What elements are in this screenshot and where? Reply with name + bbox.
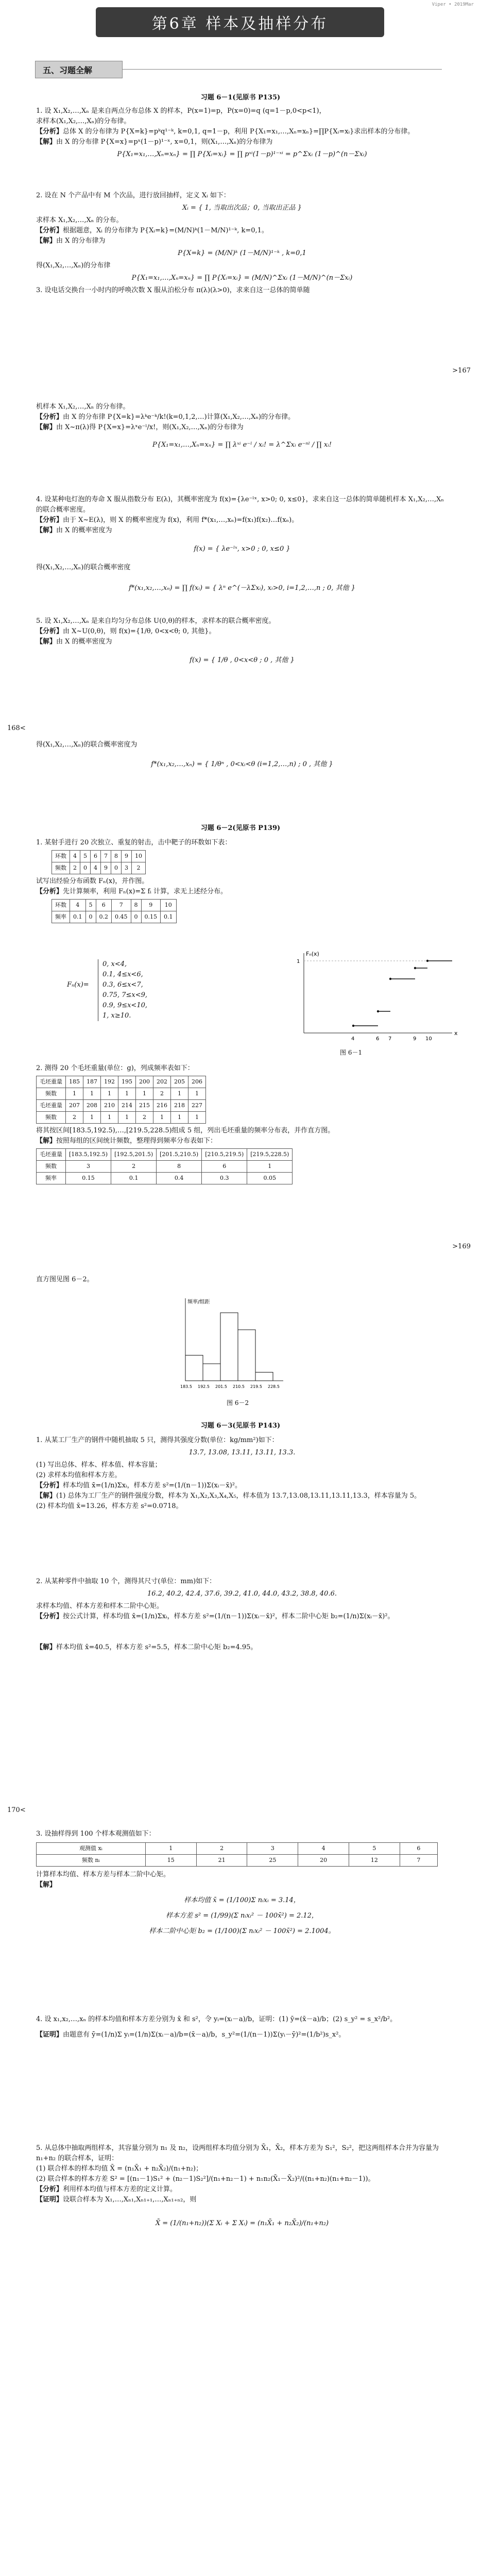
table-header-cell: [192.5,201.5) (111, 1149, 157, 1161)
table-cell: 2 (132, 862, 146, 874)
table-cell: 0.1 (70, 911, 86, 923)
table-cell: 1 (118, 1112, 136, 1124)
table-header-cell: 205 (171, 1076, 188, 1088)
table-cell: 0 (85, 911, 96, 923)
ex1-q2b: 求样本 X₁,X₂,…,Xₙ 的分布。 (36, 216, 123, 224)
ex1-eq7: f(x) = { 1/θ , 0<x<θ ; 0 , 其他 } (190, 656, 295, 664)
x-tick-label: 210.5 (233, 1384, 245, 1389)
x-axis-label: x (454, 1030, 458, 1037)
ex1-eq3: P{X₁=x₁,…,Xₙ=xₙ} = ∏ P{Xᵢ=xᵢ} = (M/N)^Σxᵢ (1－M/N)^(n－Σxᵢ) (131, 274, 353, 282)
grouped-frequency-table (36, 1148, 293, 1184)
table-cell: 2 (66, 1112, 83, 1124)
table-cell: 1 (171, 1088, 188, 1100)
table-cell: 25 (247, 1855, 298, 1867)
ex3-problem-3 (36, 1829, 448, 1942)
page: Viper • 2019Mar 第6章 样本及抽样分布 五、习题全解 习题 6－1(见原书 P135) 1. 设 X₁,X₂,…,Xₙ 是来自两点分布总体 X 的样本，P(x=1)=p，P(x=0)=q (q=1－p,0<p<1)， 求样本(X₁,X₂,…,Xₙ)的分布律。 【分析】总体 X 的分布律为 P{X=k}=pᵏq¹⁻ᵏ, k=0,1, q=1－p，利用 P{X₁=x₁,…,Xₙ=xₙ}=∏P{Xᵢ=xᵢ}求出样本的分布律。 【解】由 X 的分布律 P{X=x}=pˣ(1－p)¹⁻ˣ, x=0,1，则(X₁,…,Xₙ)的分布律为 P{X₁=x₁,…,Xₙ=xₙ} = ∏ P{Xᵢ=xᵢ} = ∏ pˣⁱ(1－p)¹⁻ˣⁱ = p^Σxᵢ (1－p)^(n－Σxᵢ) 2. 设在 N 个产品中有 M 个次品，进行放回抽样，定义 Xᵢ 如下： Xᵢ = { 1, 当取出次品；0, 当取出正品 } 求样本 X₁,X₂,…,Xₙ 的分布。 【分析】根据题意，Xᵢ 的分布律为 P{Xᵢ=k}=(M/N)ᵏ(1－M/N)¹⁻ᵏ, k=0,1。 【解】由 X 的分布律为 P{X=k} = (M/N)ᵏ (1－M/N)¹⁻ᵏ , k=0,1 得(X₁,X₂,…,Xₙ)的分布律 P{X₁=x₁,…,Xₙ=xₙ} = ∏ P{Xᵢ=xᵢ} = (M/N)^Σxᵢ (1－M/N)^(n－Σxᵢ) 3. 设电话交换台一小时内的呼唤次数 X 服从泊松分布 π(λ)(λ>0)，求来自这一总体的简单随 >167 机样本 X₁,X₂,…,Xₙ 的分布律。 【分析】由 X 的分布律 P{X=k}=λᵏe⁻ᵏ/k!(k=0,1,2,…)计算(X₁,X₂,…,Xₙ)的分布律。 【解】由 X~π(λ)得 P{X=x}=λˣe⁻ˡ/x!，则(X₁,X₂,…,Xₙ)的分布律为 P{X₁=x₁,…,Xₙ=xₙ} = ∏ λˣⁱ e⁻ˡ / xᵢ! = λ^Σxᵢ e⁻ⁿˡ / ∏ xᵢ! 4. 设某种电灯泡的寿命 X 服从指数分布 E(λ)，其概率密度为 f(x)={λe⁻ˡˣ, x>0; 0, x≤0}，求来自这一总体的简单随机样本 X₁,X₂,…,Xₙ 的联合概率密度。 【分析】由于 X~E(λ)，则 X 的概率密度为 f(x)，利用 f*(x₁,…,xₙ)=f(x₁)f(x₂)…f(xₙ)。 【解】由 X 的概率密度为 f(x) = { λe⁻ˡˣ, x>0 ; 0, x≤0 } 得(X₁,X₂,…,Xₙ)的联合概率密度 f*(x₁,x₂,…,xₙ) = ∏ f(xᵢ) = { λⁿ e^(－λΣxᵢ), xᵢ>0, i=1,2,…,n ; 0, 其他 } 5. 设 X₁,X₂,…,Xₙ 是来自均匀分布总体 U(0,θ)的样本，求样本的联合概率密度。 【分析】由 X~U(0,θ)，则 f(x)={1/θ, 0<x<θ; 0, 其他}。 【解】由 X 的概率密度为 f(x) = { 1/θ , 0<x<θ ; 0 , 其他 } 168< 得(X₁,X₂,…,Xₙ)的联合概率密度为 f*(x₁,x₂,…,xₙ) = { 1/θⁿ , 0<xᵢ<θ (i=1,2,…,n) ; 0 , 其他 } 习题 6－2(见原书 P139) 1. 某射手进行 20 次独立、重复的射击，击中靶子的环数如下表： 环数 4 5 6 7 8 9 10 频数 2 0 4 9 0 3 2 试写出经验分布函数 Fₙ(x)，并作图。 【分析】先计算频率，利用 Fₙ(x)=Σ fᵢ 计算，求无上述经分布。 环数 4 5 6 7 8 9 10 频率 0.1 0 0.2 0.45 0 0.15 0.1 Fₙ(x)= 0, x<4, 0.1, 4≤x<6, 0.3, 6≤x<7, 0.75, 7≤x<9, 0.9, 9≤x<10, 1, x≥10. x Fₙ(x) 1 4 6 7 9 10 图 6－1 2. 测得 20 个毛坯重量(单位：g)，列成频率表如下： 毛坯重量 185 187 192 195 200 202 205 206 频数 1 1 1 1 1 2 1 1 毛坯重量 207 208 210 214 215 216 218 227 频数 2 1 1 1 2 1 1 1 将其按区间[183.5,192.5),…,[219.5,228.5)组成 5 组，列出毛坯重量的频率分布表，并作直方图。 【解】按照每组的区间统计频数，整理得到频率分布表如下： 毛坯重量 [183.5,192.5) [192.5,201.5) [201.5,210.5) [210.5,219.5) [219.5,228.5) 频数 3 2 8 6 1 频率 0.15 0.1 0.4 0.3 0.05 >169 直方图见图 6－2。 频率/组距 183.5 192.5 201.5 210.5 219.5 228.5 图 6－2 习题 6－3(见原书 P143) 1. 从某工厂生产的钢件中随机抽取 5 只，测得其强度分数(单位：kg/mm²)如下： 13.7, 13.08, 13.11, 13.11, 13.3. (1) 写出总体、样本、样本值、样本容量； (2) 求样本均值和样本方差。 【分析】样本均值 x̄=(1/n)Σxᵢ，样本方差 s²=(1/(n－1))Σ(xᵢ－x̄)²。 【解】(1) 总体为工厂生产的钢件强度分数，样本为 X₁,X₂,X₃,X₄,X₅，样本值为 13.7,13.08,13.11,13.11,13.3，样本容量为 5。 (2) 样本均值 x̄=13.26，样本方差 s²=0.0718。 2. 从某种零件中抽取 10 个，测得其尺寸(单位：mm)如下： 16.2, 40.2, 42.4, 37.6, 39.2, 41.0, 44.0, 43.2, 38.8, 40.6. 求样本均值、样本方差和样本二阶中心矩。 【分析】按公式计算，样本均值 x̄=(1/n)Σxᵢ，样本方差 s²=(1/(n－1))Σ(xᵢ－x̄)²，样本二阶中心矩 b₂=(1/n)Σ(xᵢ－x̄)²。 【解】样本均值 x̄=40.5，样本方差 s²=5.5，样本二阶中心矩 b₂=4.95。 170< 3. 设抽样得到 100 个样本观测值如下： 观测值 xᵢ 1 2 3 4 5 6 频数 nᵢ 15 21 25 20 12 7 计算样本均值、样本方差与样本二阶中心矩。 【解】 样本均值 x̄ = (1/100)Σ nᵢxᵢ = 3.14， 样本方差 s² = (1/99)(Σ nᵢxᵢ² － 100x̄²) = 2.12， 样本二阶中心矩 b₂ = (1/100)(Σ nᵢxᵢ² － 100x̄²) = 2.1004。 4. 设 x₁,x₂,…,xₙ 的样本均值和样本方差分别为 x̄ 和 s²，令 yᵢ=(xᵢ－a)/b，证明：(1) ȳ=(x̄－a)/b；(2) s_y² = s_x²/b²。 【证明】由题意有 ȳ=(1/n)Σ yᵢ=(1/n)Σ(xᵢ－a)/b=(x̄－a)/b，s_y²=(1/(n－1))Σ(yᵢ－ȳ)²=(1/b²)s_x²。 5. 从总体中抽取两组样本，其容量分别为 n₁ 及 n₂，设两组样本均值分别为 X̄₁，X̄₂，样本方差为 S₁²，S₂²，把这两组样本合并为容量为 n₁+n₂ 的联合样本，证明： (1) 联合样本的样本均值 X̄ = (n₁X̄₁ + n₂X̄₂)/(n₁+n₂)； (2) 联合样本的样本方差 S² = [(n₁－1)S₁² + (n₂－1)S₂²]/(n₁+n₂－1) + n₁n₂(X̄₁－X̄₂)²/((n₁+n₂)(n₁+n₂－1))。 【分析】利用样本均值与样本方差的定义计算。 【证明】设联合样本为 X₁,…,Xₙ₁,Xₙ₁₊₁,…,Xₙ₁₊ₙ₂，则 X̄ = (1/(n₁+n₂))(Σ Xᵢ + Σ Xᵢ) = (n₁X̄₁ + n₂X̄₂)/(n₁+n₂) (0, 0, 481, 2576)
figure-6-2-caption: 图 6－2 (227, 1399, 249, 1406)
ex1-a3-label: 【分析】 (36, 413, 63, 421)
table-header-cell: 207 (66, 1100, 83, 1112)
table-cell: 7 (400, 1855, 437, 1867)
ex1-a5: 由 X~U(0,θ)，则 f(x)={1/θ, 0<x<θ; 0, 其他}。 (63, 628, 216, 635)
ex1-q3: 3. 设电话交换台一小时内的呼唤次数 X 服从泊松分布 π(λ)(λ>0)，求来自这一总体的简单随 (36, 286, 310, 294)
ex1-s5: 由 X 的概率密度为 (56, 638, 112, 646)
fn-case: 0.1, 4≤x<6, (102, 971, 143, 978)
table-cell: 4 (91, 862, 101, 874)
table-cell: 9 (101, 862, 111, 874)
ex3-q5: 5. 从总体中抽取两组样本，其容量分别为 n₁ 及 n₂，设两组样本均值分别为 X̄₁，X̄₂，样本方差为 S₁²，S₂²，把这两组样本合并为容量为 n₁+n₂ 的联合样本，证明： (36, 2144, 439, 2162)
table-cell: 0.1 (161, 911, 177, 923)
observation-table (36, 1842, 438, 1867)
table-cell: 0.4 (157, 1173, 202, 1184)
table-cell: 21 (196, 1855, 247, 1867)
table-header-cell: 206 (188, 1076, 206, 1088)
ex2-hist-intro: 直方图见图 6－2。 (36, 1276, 94, 1283)
table-cell: 0.2 (96, 911, 112, 923)
ex3-problem-5 (36, 2143, 448, 2242)
histogram-bar (255, 1372, 273, 1381)
table-header-cell: 观测值 xᵢ (37, 1843, 146, 1855)
ex1-a3: 由 X 的分布律 P{X=k}=λᵏe⁻ᵏ/k!(k=0,1,2,…)计算(X₁,X₂,…,Xₙ)的分布律。 (63, 413, 295, 421)
table-cell: 频数 (37, 1112, 66, 1124)
table-cell: 3 (66, 1161, 111, 1173)
histogram-bar (238, 1330, 255, 1381)
table-header-cell: [219.5,228.5) (247, 1149, 293, 1161)
table-cell: 0.05 (247, 1173, 293, 1184)
ex3-s1b: (2) 样本均值 x̄=13.26，样本方差 s²=0.0718。 (36, 1502, 183, 1510)
x-tick-label: 6 (376, 1036, 380, 1042)
weight-table-1 (36, 1076, 206, 1124)
x-tick-label: 10 (425, 1036, 432, 1042)
table-cell: 1 (247, 1161, 293, 1173)
exercise-6-3-title: 习题 6－3(见原书 P143) (200, 1422, 281, 1430)
ex1-q1: 1. 设 X₁,X₂,…,Xₙ 是来自两点分布总体 X 的样本，P(x=1)=p，P(x=0)=q (q=1－p,0<p<1)， (36, 107, 326, 115)
figure-6-1-chart (288, 948, 458, 1046)
table-header-cell: 4 (70, 851, 80, 862)
ex3-s1-label: 【解】 (36, 1492, 57, 1500)
table-cell: 0.15 (141, 911, 161, 923)
ex1-s4b: 得(X₁,X₂,…,Xₙ)的联合概率密度 (36, 564, 131, 571)
table-header-cell: 192 (101, 1076, 118, 1088)
table-header-cell: 1 (145, 1843, 196, 1855)
ex1-a4-label: 【分析】 (36, 516, 63, 524)
table-header-cell: 202 (153, 1076, 171, 1088)
ex3-a1: 样本均值 x̄=(1/n)Σxᵢ，样本方差 s²=(1/(n－1))Σ(xᵢ－x̄)²。 (63, 1482, 242, 1489)
table-cell: 1 (66, 1088, 83, 1100)
ex1-q3b: 机样本 X₁,X₂,…,Xₙ 的分布律。 (36, 403, 130, 411)
table-header-cell: 环数 (52, 900, 70, 911)
table-header-cell: 218 (171, 1100, 188, 1112)
table-header-cell: 6 (91, 851, 101, 862)
ex1-s4: 由 X 的概率密度为 (56, 527, 112, 534)
table-cell: 20 (298, 1855, 349, 1867)
ex3-a2-label: 【分析】 (36, 1613, 63, 1620)
table-header-cell: 8 (111, 851, 122, 862)
table-header-cell: 185 (66, 1076, 83, 1088)
exercise-6-1-title: 习题 6－1(见原书 P135) (200, 94, 281, 101)
y-axis-label: 频率/组距 (187, 1299, 210, 1305)
ex3-s2: 样本均值 x̄=40.5，样本方差 s²=5.5，样本二阶中心矩 b₂=4.95。 (56, 1643, 257, 1651)
ex1-s2-label: 【解】 (36, 237, 57, 245)
table-header-cell: [183.5,192.5) (66, 1149, 111, 1161)
step-point (389, 978, 391, 980)
table-cell: 1 (101, 1112, 118, 1124)
ex2-a1-label: 【分析】 (36, 888, 63, 895)
ex1-a2: 根据题意，Xᵢ 的分布律为 P{Xᵢ=k}=(M/N)ᵏ(1－M/N)¹⁻ᵏ, k=0,1。 (63, 227, 268, 234)
ex3-q5item: (2) 联合样本的样本方差 S² = [(n₁－1)S₁² + (n₂－1)S₂²]/(n₁+n₂－1) + n₁n₂(X̄₁－X̄₂)²/((n₁+n₂)(n₁+n₂－1))。 (36, 2175, 375, 2183)
ex1-eq6: f*(x₁,x₂,…,xₙ) = ∏ f(xᵢ) = { λⁿ e^(－λΣxᵢ), xᵢ>0, i=1,2,…,n ; 0, 其他 } (129, 584, 355, 592)
ex1-q2eq: Xᵢ = { 1, 当取出次品；0, 当取出正品 } (182, 204, 302, 212)
table-cell: 频数 (52, 862, 70, 874)
ex3-q2data: 16.2, 40.2, 42.4, 37.6, 39.2, 41.0, 44.0, 43.2, 38.8, 40.6. (147, 1590, 337, 1598)
table-header-cell: 227 (188, 1100, 206, 1112)
table-cell: 1 (136, 1088, 153, 1100)
ex1-s2: 由 X 的分布律为 (56, 237, 106, 245)
ex1-s3: 由 X~π(λ)得 P{X=x}=λˣe⁻ˡ/x!，则(X₁,X₂,…,Xₙ)的分布律为 (56, 423, 244, 431)
table-cell: 1 (171, 1112, 188, 1124)
ex1-a5-label: 【分析】 (36, 628, 63, 635)
ex3-q1item: (2) 求样本均值和样本方差。 (36, 1471, 122, 1479)
figure-6-1-caption: 图 6－1 (340, 1049, 363, 1056)
figure-6-2-chart (170, 1293, 314, 1396)
step-point (352, 1025, 354, 1027)
table-header-cell: 215 (136, 1100, 153, 1112)
table-cell: 12 (349, 1855, 400, 1867)
ex3-s2-label: 【解】 (36, 1643, 57, 1651)
ex1-s1-label: 【解】 (36, 138, 57, 146)
histogram-bar (220, 1313, 238, 1381)
table-header-cell: 毛坯重量 (37, 1100, 66, 1112)
chapter-banner: 第6章 样本及抽样分布 (96, 7, 384, 37)
ex1-problem-4 (36, 495, 448, 604)
ex3-s3-line: 样本二阶中心矩 b₂ = (1/100)(Σ nᵢxᵢ² － 100x̄²) = 2.1004。 (149, 1927, 335, 1935)
fn-case: 1, x≥10. (102, 1012, 131, 1020)
ex3-a2: 按公式计算，样本均值 x̄=(1/n)Σxᵢ，样本方差 s²=(1/(n－1))Σ(xᵢ－x̄)²，样本二阶中心矩 b₂=(1/n)Σ(xᵢ－x̄)²。 (63, 1613, 394, 1620)
ex3-problem-4 (36, 2014, 448, 2040)
ex3-s3-label: 【解】 (36, 1881, 57, 1889)
table-cell: 频数 (37, 1088, 66, 1100)
ex1-q2: 2. 设在 N 个产品中有 M 个次品，进行放回抽样，定义 Xᵢ 如下： (36, 192, 230, 199)
table-header-cell: 6 (96, 900, 112, 911)
ex3-q1item: (1) 写出总体、样本、样本值、样本容量； (36, 1461, 162, 1469)
table-cell: 0.3 (202, 1173, 247, 1184)
table-cell: 0.1 (111, 1173, 157, 1184)
table-cell: 3 (122, 862, 132, 874)
y-tick-label: 1 (297, 959, 300, 964)
ex3-s3-line: 样本方差 s² = (1/99)(Σ nᵢxᵢ² － 100x̄²) = 2.12， (166, 1912, 318, 1920)
table-header-cell: 10 (132, 851, 146, 862)
ex3-a5: 利用样本均值与样本方差的定义计算。 (63, 2185, 177, 2193)
ex1-eq1: P{X₁=x₁,…,Xₙ=xₙ} = ∏ P{Xᵢ=xᵢ} = ∏ pˣⁱ(1－p)¹⁻ˣⁱ = p^Σxᵢ (1－p)^(n－Σxᵢ) (117, 150, 367, 158)
table-cell: 2 (70, 862, 80, 874)
ex2-problem-1 (36, 838, 448, 925)
ex2-q1: 1. 某射手进行 20 次独立、重复的射击，击中靶子的环数如下表： (36, 839, 232, 846)
table-cell: 2 (111, 1161, 157, 1173)
ex3-a5-label: 【分析】 (36, 2185, 63, 2193)
ex1-a2-label: 【分析】 (36, 227, 63, 234)
table-header-cell: 195 (118, 1076, 136, 1088)
table-header-cell: 9 (141, 900, 161, 911)
table-header-cell: 3 (247, 1843, 298, 1855)
table-cell: 1 (83, 1088, 101, 1100)
corner-mark: Viper • 2019Mar (432, 2, 474, 7)
table-header-cell: 5 (80, 851, 91, 862)
table-cell: 1 (83, 1112, 101, 1124)
ex2-q2b: 将其按区间[183.5,192.5),…,[219.5,228.5)组成 5 组，列出毛坯重量的频率分布表，并作直方图。 (36, 1127, 335, 1134)
exercise-6-2-title: 习题 6－2(见原书 P139) (200, 824, 281, 832)
page-number-169: >169 (452, 1243, 471, 1250)
table-header-cell: 216 (153, 1100, 171, 1112)
ex3-q2b: 求样本均值、样本方差和样本二阶中心矩。 (36, 1602, 164, 1610)
ex2-q1b: 试写出经验分布函数 Fₙ(x)，并作图。 (36, 877, 149, 885)
ex3-problem-2 (36, 1577, 448, 1653)
fn-case: 0, x<4, (102, 960, 127, 968)
table-cell: 0 (111, 862, 122, 874)
step-point (377, 1010, 379, 1012)
ex1-problem-5 (36, 616, 448, 674)
x-tick-label: 183.5 (180, 1384, 192, 1389)
table-header-cell: 7 (101, 851, 111, 862)
x-tick-label: 219.5 (250, 1384, 262, 1389)
table-header-cell: 6 (400, 1843, 437, 1855)
ex3-q3b: 计算样本均值、样本方差与样本二阶中心矩。 (36, 1871, 170, 1878)
table-cell: 1 (118, 1088, 136, 1100)
ex1-s3-label: 【解】 (36, 423, 57, 431)
ex3-s5: 设联合样本为 X₁,…,Xₙ₁,Xₙ₁₊₁,…,Xₙ₁₊ₙ₂，则 (63, 2196, 197, 2204)
table-cell: 0 (131, 911, 141, 923)
ex1-s2b: 得(X₁,X₂,…,Xₙ)的分布律 (36, 262, 111, 269)
ex2-a2: 按照每组的区间统计频数，整理得到频率分布表如下： (56, 1137, 217, 1145)
ex3-a4-label: 【证明】 (36, 2031, 63, 2039)
page-number-168: 168< (7, 724, 26, 732)
ex2-a1: 先计算频率，利用 Fₙ(x)=Σ fᵢ 计算，求无上述经分布。 (63, 888, 228, 895)
ex3-problem-1 (36, 1435, 448, 1512)
table-cell: 1 (153, 1112, 171, 1124)
ex3-q4: 4. 设 x₁,x₂,…,xₙ 的样本均值和样本方差分别为 x̄ 和 s²，令 yᵢ=(xᵢ－a)/b，证明：(1) ȳ=(x̄－a)/b；(2) s_y² = s_x²/b²。 (36, 2015, 397, 2023)
table-cell: 频数 nᵢ (37, 1855, 146, 1867)
ex3-q2: 2. 从某种零件中抽取 10 个，测得其尺寸(单位：mm)如下： (36, 1578, 216, 1585)
ex1-q5: 5. 设 X₁,X₂,…,Xₙ 是来自均匀分布总体 U(0,θ)的样本，求样本的联合概率密度。 (36, 617, 276, 625)
ex1-q4: 4. 设某种电灯泡的寿命 X 服从指数分布 E(λ)，其概率密度为 f(x)={λe⁻ˡˣ, x>0; 0, x≤0}，求来自这一总体的简单随机样本 X₁,X₂,…,Xₙ 的联合概率密度。 (36, 496, 444, 514)
table-header-cell: [201.5,210.5) (157, 1149, 202, 1161)
ex1-s4-label: 【解】 (36, 527, 57, 534)
table-header-cell: 214 (118, 1100, 136, 1112)
ex1-a1: 总体 X 的分布律为 P{X=k}=pᵏq¹⁻ᵏ, k=0,1, q=1－p，利用 P{X₁=x₁,…,Xₙ=xₙ}=∏P{Xᵢ=xᵢ}求出样本的分布律。 (63, 128, 415, 135)
frequency-table (51, 899, 177, 923)
ex1-a1-label: 【分析】 (36, 128, 63, 135)
ex2-q2: 2. 测得 20 个毛坯重量(单位：g)，列成频率表如下： (36, 1064, 194, 1072)
table-header-cell: 208 (83, 1100, 101, 1112)
ex1-s1: 由 X 的分布律 P{X=x}=pˣ(1－p)¹⁻ˣ, x=0,1，则(X₁,…,Xₙ)的分布律为 (56, 138, 273, 146)
table-header-cell: 8 (131, 900, 141, 911)
table-header-cell: 10 (161, 900, 177, 911)
page-number-170: 170< (7, 1806, 26, 1814)
ex1-problem-5-cont (36, 740, 448, 779)
y-axis-label: Fₙ(x) (306, 951, 319, 957)
histogram-bar (185, 1355, 203, 1381)
x-tick-label: 228.5 (268, 1384, 280, 1389)
table-cell: 0 (80, 862, 91, 874)
ex3-q5item: (1) 联合样本的样本均值 X̄ = (n₁X̄₁ + n₂X̄₂)/(n₁+n₂)； (36, 2165, 203, 2173)
table-header-cell: [210.5,219.5) (202, 1149, 247, 1161)
shooting-table (51, 850, 146, 874)
table-header-cell: 5 (85, 900, 96, 911)
ex3-q1data: 13.7, 13.08, 13.11, 13.11, 13.3. (188, 1449, 296, 1456)
ex1-s5b: 得(X₁,X₂,…,Xₙ)的联合概率密度为 (36, 741, 138, 749)
table-cell: 1 (101, 1088, 118, 1100)
table-header-cell: 4 (70, 900, 86, 911)
ex1-q1b: 求样本(X₁,X₂,…,Xₙ)的分布律。 (36, 117, 131, 125)
table-header-cell: 200 (136, 1076, 153, 1088)
x-tick-label: 192.5 (198, 1384, 210, 1389)
histogram-bar (203, 1364, 220, 1381)
ex1-a4: 由于 X~E(λ)，则 X 的概率密度为 f(x)，利用 f*(x₁,…,xₙ)=f(x₁)f(x₂)…f(xₙ)。 (63, 516, 299, 524)
ex3-s3-line: 样本均值 x̄ = (1/100)Σ nᵢxᵢ = 3.14， (184, 1896, 300, 1904)
table-header-cell: 5 (349, 1843, 400, 1855)
table-cell: 15 (145, 1855, 196, 1867)
x-tick-label: 201.5 (215, 1384, 227, 1389)
ex3-q1: 1. 从某工厂生产的钢件中随机抽取 5 只，测得其强度分数(单位：kg/mm²)如下： (36, 1436, 279, 1444)
fn-case: 0.3, 6≤x<7, (102, 981, 143, 989)
table-header-cell: 4 (298, 1843, 349, 1855)
ex1-problem-2 (36, 191, 448, 296)
page-number-167: >167 (452, 367, 471, 375)
table-cell: 1 (188, 1112, 206, 1124)
ex3-a1-label: 【分析】 (36, 1482, 63, 1489)
ex3-s5eq: X̄ = (1/(n₁+n₂))(Σ Xᵢ + Σ Xᵢ) = (n₁X̄₁ + n₂X̄₂)/(n₁+n₂) (155, 2219, 329, 2227)
table-header-cell: 毛坯重量 (37, 1076, 66, 1088)
x-tick-label: 7 (388, 1036, 392, 1042)
step-point (414, 967, 416, 969)
table-cell: 2 (153, 1088, 171, 1100)
table-cell: 6 (202, 1161, 247, 1173)
ex3-s5-label: 【证明】 (36, 2196, 63, 2204)
table-header-cell: 毛坯重量 (37, 1149, 66, 1161)
ex1-eq5: f(x) = { λe⁻ˡˣ, x>0 ; 0, x≤0 } (194, 545, 290, 553)
table-cell: 0.45 (112, 911, 131, 923)
fn-case: 0.9, 9≤x<10, (102, 1002, 148, 1009)
x-tick-label: 9 (413, 1036, 417, 1042)
ex3-s1: (1) 总体为工厂生产的钢件强度分数，样本为 X₁,X₂,X₃,X₄,X₅，样本值为 13.7,13.08,13.11,13.11,13.3，样本容量为 5。 (56, 1492, 421, 1500)
ex1-eq8: f*(x₁,x₂,…,xₙ) = { 1/θⁿ , 0<xᵢ<θ (i=1,2,…,n) ; 0 , 其他 } (151, 760, 333, 768)
ex1-eq4: P{X₁=x₁,…,Xₙ=xₙ} = ∏ λˣⁱ e⁻ˡ / xᵢ! = λ^Σxᵢ e⁻ⁿˡ / ∏ xᵢ! (152, 441, 332, 449)
ex1-s5-label: 【解】 (36, 638, 57, 646)
ex2-problem-2 (36, 1063, 448, 1187)
table-cell: 频率 (37, 1173, 66, 1184)
ex3-a4: 由题意有 ȳ=(1/n)Σ yᵢ=(1/n)Σ(xᵢ－a)/b=(x̄－a)/b，s_y²=(1/(n－1))Σ(yᵢ－ȳ)²=(1/b²)s_x²。 (63, 2031, 346, 2039)
table-cell: 8 (157, 1161, 202, 1173)
table-header-cell: 9 (122, 851, 132, 862)
ex1-problem-1 (36, 106, 448, 162)
table-header-cell: 环数 (52, 851, 70, 862)
table-cell: 0.15 (66, 1173, 111, 1184)
section-heading: 五、习题全解 (35, 61, 123, 78)
table-cell: 频率 (52, 911, 70, 923)
ex1-eq2: P{X=k} = (M/N)ᵏ (1－M/N)¹⁻ᵏ , k=0,1 (178, 249, 306, 257)
fn-case: 0.75, 7≤x<9, (102, 991, 148, 999)
table-cell: 1 (188, 1088, 206, 1100)
table-header-cell: 187 (83, 1076, 101, 1088)
step-point (426, 960, 428, 962)
table-cell: 频数 (37, 1161, 66, 1173)
table-header-cell: 210 (101, 1100, 118, 1112)
x-tick-label: 4 (351, 1036, 355, 1042)
table-cell: 2 (136, 1112, 153, 1124)
section-divider (123, 69, 442, 70)
ex2-a2-label: 【解】 (36, 1137, 57, 1145)
table-header-cell: 2 (196, 1843, 247, 1855)
table-header-cell: 7 (112, 900, 131, 911)
ex1-problem-3 (36, 402, 448, 452)
ex3-q3: 3. 设抽样得到 100 个样本观测值如下： (36, 1830, 156, 1838)
